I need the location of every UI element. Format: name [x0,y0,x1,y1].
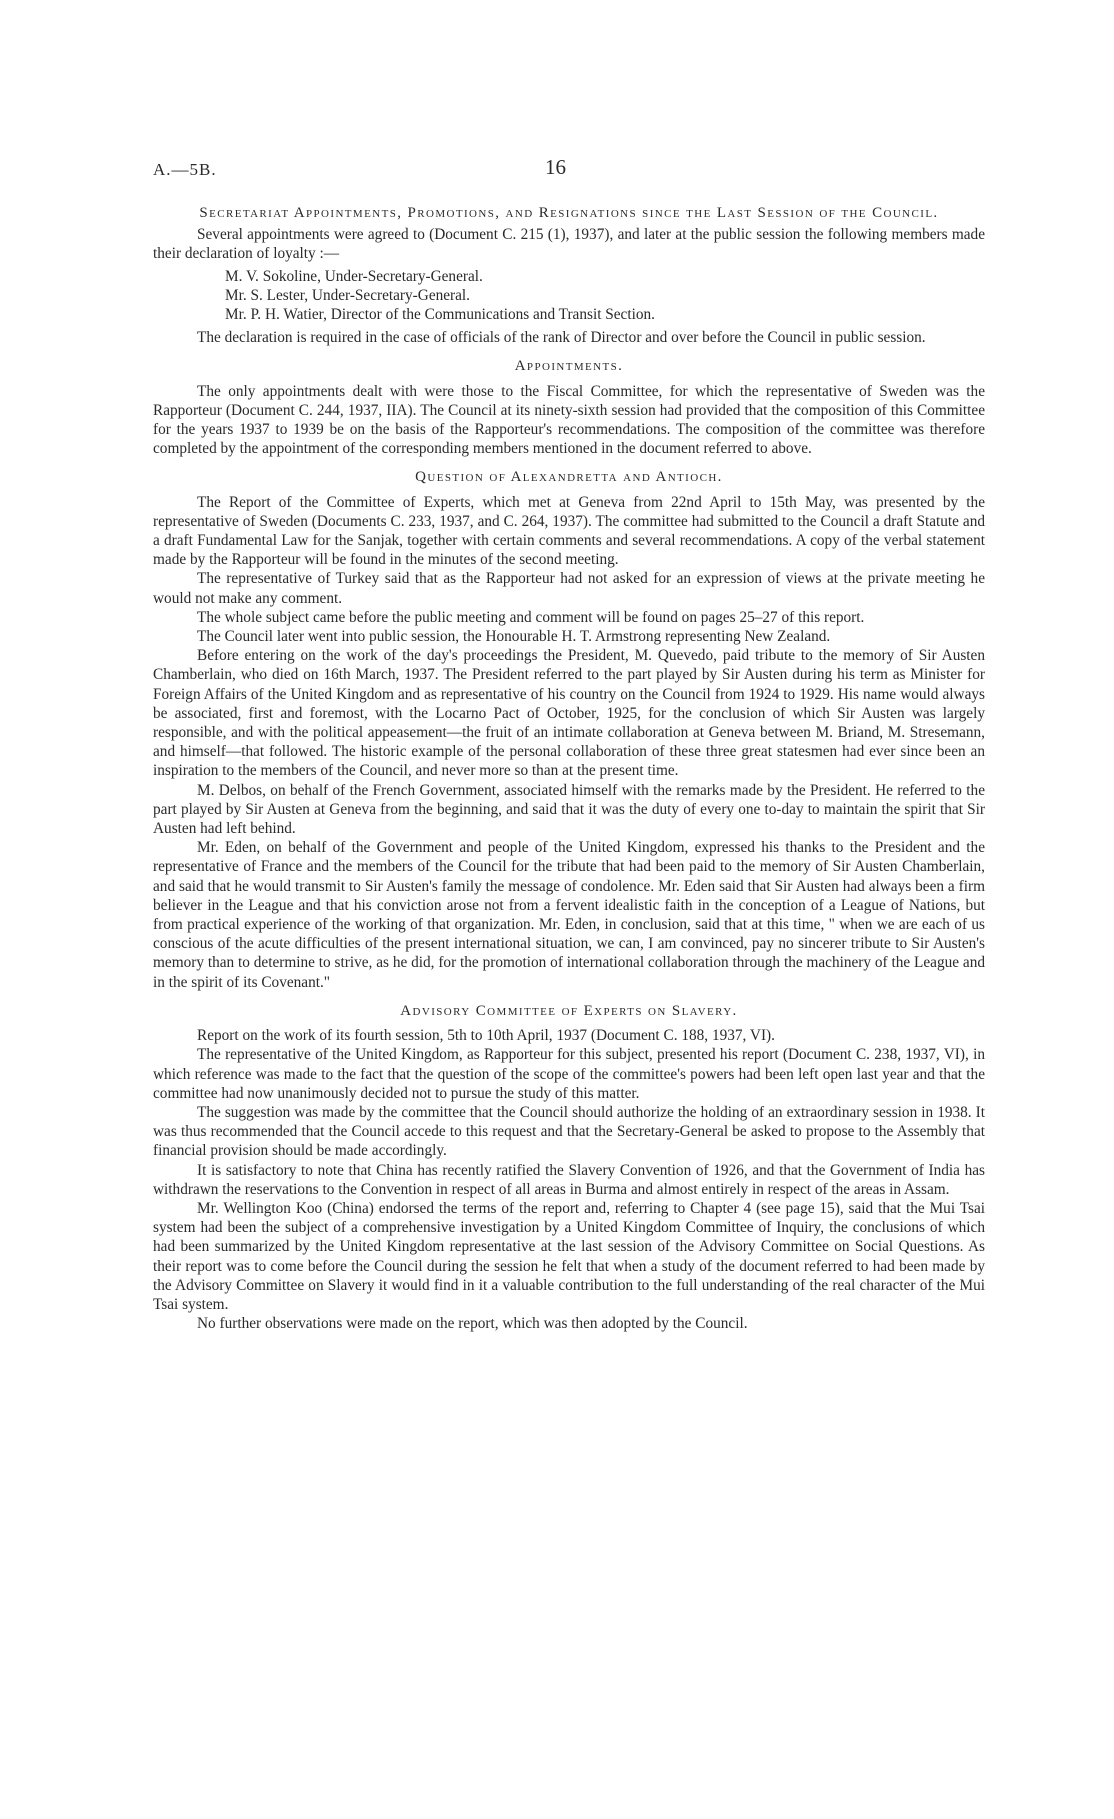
document-reference: A.—5B. [153,160,217,179]
declaration-item: Mr. S. Lester, Under-Secretary-General. [225,287,471,304]
paragraph: The only appointments dealt with were those to the Fiscal Committee, for which the representative of Sweden was the Rapporteur (Document C. 244, 1937, IIA). The Council at its ninety-sixth session had provided that the composition of this Committee for the years 1937 to 1939 be on the basis of the Rapporteur's recommendations. The composition of the committee was therefore completed by the appointment of the corresponding members mentioned in the document referred to above. [153,382,985,458]
paragraph: The suggestion was made by the committee that the Council should authorize the holding of an extraordinary session in 1938. It was thus recommended that the Council accede to this request and that the Secretary-General be asked to propose to the Assembly that financial provision should be made accordingly. [153,1103,985,1160]
paragraph: No further observations were made on the report, which was then adopted by the Council. [197,1315,748,1333]
page-body [153,204,985,1333]
paragraph: Before entering on the work of the day's proceedings the President, M. Quevedo, paid tribute to the memory of Sir Austen Chamberlain, who died on 16th March, 1937. The President referred to the part played by Sir Austen during his term as Minister for Foreign Affairs of the United Kingdom and as representative of his country on the Council from 1924 to 1929. His name would always be associated, first and foremost, with the Locarno Pact of October, 1925, for the conclusion of which Sir Austen was largely responsible, and with the political appeasement—the fruit of an intimate collaboration at Geneva between M. Briand, M. Stresemann, and himself—that followed. The historic example of the personal collaboration of these three great statesmen had ever since been an inspiration to the members of the Council, and never more so than at the present time. [153,647,985,780]
paragraph: The whole subject came before the public meeting and comment will be found on pages 25–27 of this report. [197,608,865,626]
paragraph: Mr. Wellington Koo (China) endorsed the terms of the report and, referring to Chapter 4 (see page 15), said that the Mui Tsai system had been the subject of a comprehensive investigation by a United Kingdom Committee of Inquiry, the conclusions of which had been summarized by the United Kingdom representative at the last session of the Advisory Committee on Social Questions. As their report was to come before the Council during the session he felt that when a study of the document referred to had been made by the Advisory Committee on Slavery it would find in it a valuable contribution to the full understanding of the real character of the Mui Tsai system. [153,1199,985,1313]
section-title-alexandretta: Question of Alexandretta and Antioch. [415,469,723,486]
paragraph: Report on the work of its fourth session, 5th to 10th April, 1937 (Document C. 188, 1937, VI). [197,1027,775,1045]
paragraph: The Council later went into public session, the Honourable H. T. Armstrong representing New Zealand. [197,628,831,646]
section-title-appointments: Appointments. [514,358,624,375]
paragraph: The declaration is required in the case of officials of the rank of Director and over before the Council in public session. [197,329,926,347]
declaration-item: Mr. P. H. Watier, Director of the Communications and Transit Section. [225,305,655,323]
paragraph: The Report of the Committee of Experts, which met at Geneva from 22nd April to 15th May, was presented by the representative of Sweden (Documents C. 233, 1937, and C. 264, 1937). The committee had submitted to the Council a draft Statute and a draft Fundamental Law for the Sanjak, together with certain comments and several recommendations. A copy of the verbal statement made by the Rapporteur will be found in the minutes of the second meeting. [153,493,985,569]
paragraph: The representative of Turkey said that as the Rapporteur had not asked for an expression of views at the private meeting he would not make any comment. [153,570,985,607]
paragraph: It is satisfactory to note that China has recently ratified the Slavery Convention of 1926, and that the Government of India has withdrawn the reservations to the Convention in respect of all areas in Burma and almost entirely in respect of the areas in Assam. [153,1161,985,1198]
section-title-slavery: Advisory Committee of Experts on Slavery. [400,1002,738,1019]
section-title-secretariat: Secretariat Appointments, Promotions, and Resignations since the Last Session of the Council. [199,205,939,221]
page-number: 16 [545,155,566,179]
paragraph: M. Delbos, on behalf of the French Government, associated himself with the remarks made by the President. He referred to the part played by Sir Austen at Geneva from the beginning, and said that it was the duty of every one to-day to maintain the spirit that Sir Austen had left behind. [153,781,985,838]
declaration-item: M. V. Sokoline, Under-Secretary-General. [225,268,483,286]
declaration-list [153,268,985,324]
paragraph: Several appointments were agreed to (Document C. 215 (1), 1937), and later at the public session the following members made their declaration of loyalty :— [153,226,985,263]
paragraph: The representative of the United Kingdom, as Rapporteur for this subject, presented his report (Document C. 238, 1937, VI), in which reference was made to the fact that the question of the scope of the committee's powers had been left open last year and that the committee had now unanimously decided not to pursue the study of this matter. [153,1046,985,1102]
paragraph: Mr. Eden, on behalf of the Government and people of the United Kingdom, expressed his thanks to the President and the representative of France and the members of the Council for the tribute that had been paid to the memory of Sir Austen Chamberlain, and said that he would transmit to Sir Austen's family the message of condolence. Mr. Eden said that Sir Austen had always been a firm believer in the League and that his conviction arose not from a fervent idealistic faith in the conception of a League of Nations, but from practical experience of the working of that organization. Mr. Eden, in conclusion, said that at this time, " when we are each of us conscious of the acute difficulties of the present international situation, we can, I am convinced, pay no sincerer tribute to Sir Austen's memory than to determine to strive, as he did, for the promotion of international collaboration through the machinery of the League and in the spirit of its Covenant." [153,839,985,991]
